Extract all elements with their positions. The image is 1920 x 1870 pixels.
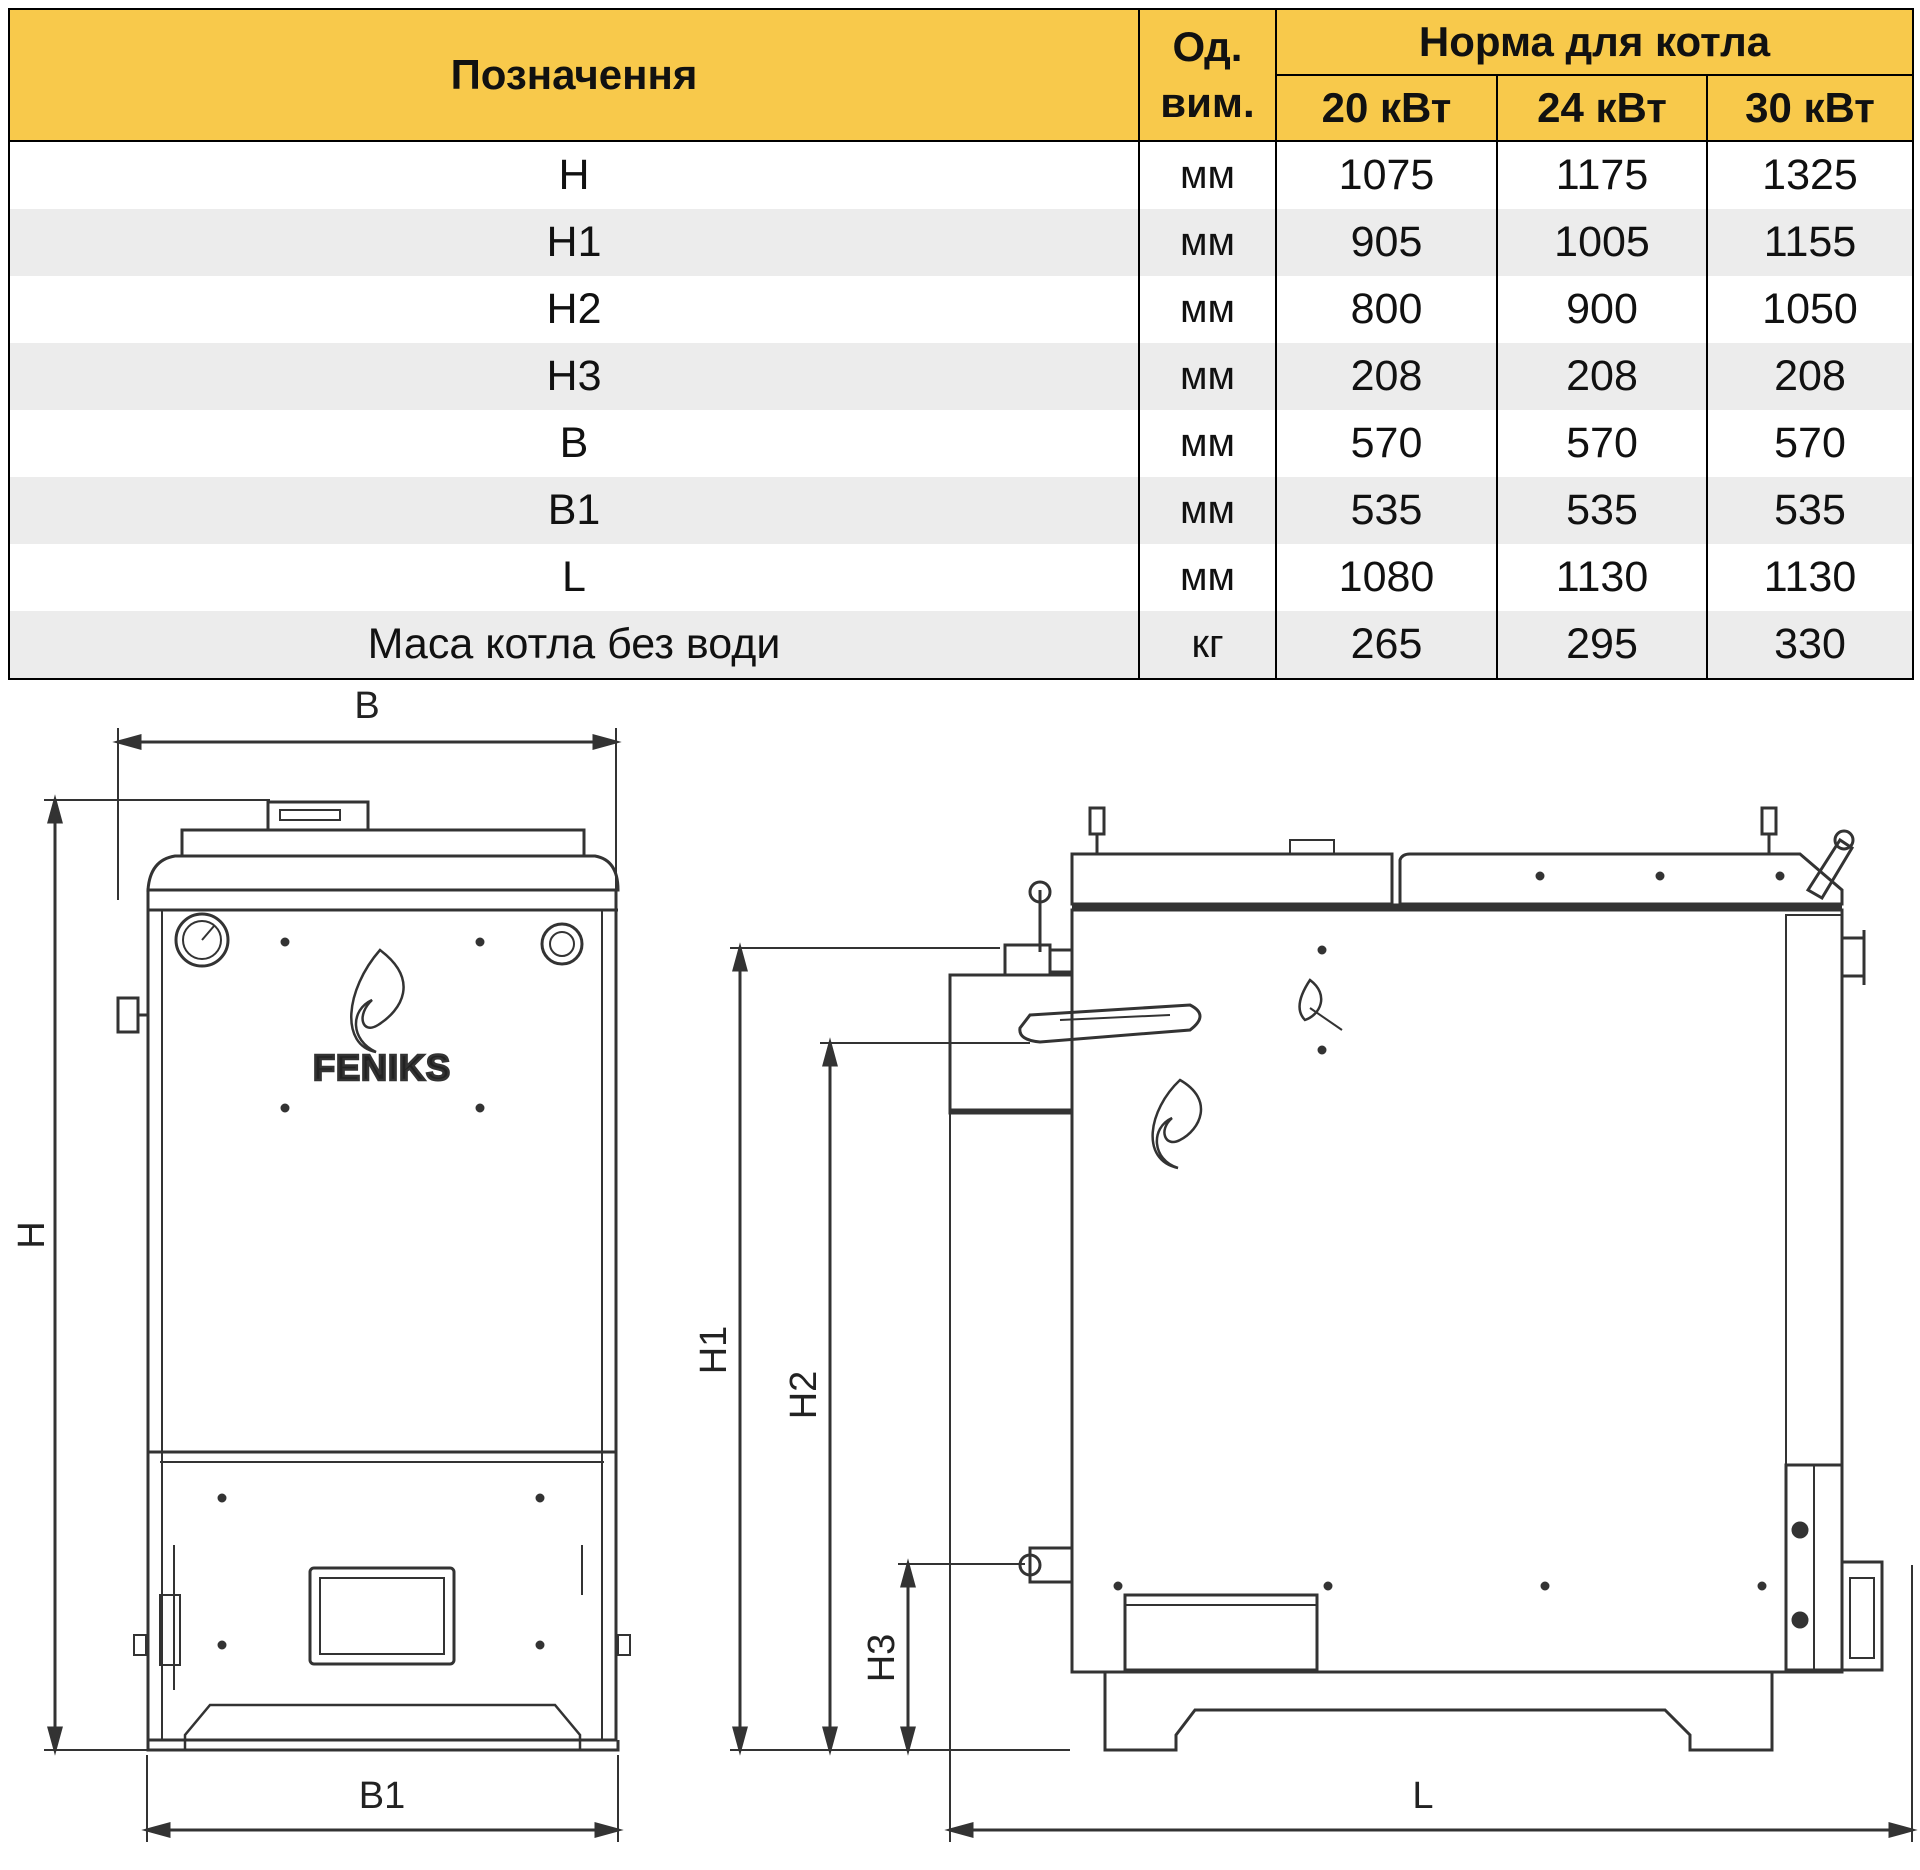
table-row (9, 611, 1913, 679)
row-value: 1175 (1497, 141, 1707, 209)
spec-table (8, 8, 1914, 680)
table-row (9, 544, 1913, 611)
row-name: H2 (9, 276, 1139, 343)
unit-header: Од. вим. (1139, 9, 1276, 141)
dim-label-b1: B1 (358, 1775, 406, 1817)
dim-label-h2: H2 (783, 1370, 825, 1420)
table-row (9, 410, 1913, 477)
table-row (9, 477, 1913, 544)
dim-label-h1: H1 (693, 1325, 735, 1375)
row-name: L (9, 544, 1139, 611)
row-value: 1325 (1707, 141, 1913, 209)
row-value: 535 (1707, 477, 1913, 544)
row-value: 1005 (1497, 209, 1707, 276)
row-unit: мм (1139, 209, 1276, 276)
row-value: 535 (1276, 477, 1497, 544)
row-value: 905 (1276, 209, 1497, 276)
row-value: 535 (1497, 477, 1707, 544)
row-value: 570 (1497, 410, 1707, 477)
row-value: 208 (1497, 343, 1707, 410)
model-20kw-header: 20 кВт (1276, 75, 1497, 141)
table-row (9, 209, 1913, 276)
side-view (730, 808, 1912, 1842)
row-value: 1075 (1276, 141, 1497, 209)
row-value: 208 (1276, 343, 1497, 410)
row-unit: мм (1139, 477, 1276, 544)
dim-label-h3: H3 (861, 1633, 903, 1683)
norm-header: Норма для котла (1276, 9, 1913, 75)
row-value: 1130 (1497, 544, 1707, 611)
dim-label-b: B (354, 690, 380, 727)
designation-header: Позначення (9, 9, 1139, 141)
row-value: 800 (1276, 276, 1497, 343)
row-value: 1050 (1707, 276, 1913, 343)
table-row (9, 343, 1913, 410)
model-30kw-header: 30 кВт (1707, 75, 1913, 141)
row-value: 295 (1497, 611, 1707, 679)
front-view (44, 728, 630, 1842)
row-value: 1155 (1707, 209, 1913, 276)
row-value: 1080 (1276, 544, 1497, 611)
row-value: 570 (1707, 410, 1913, 477)
row-unit: мм (1139, 276, 1276, 343)
row-unit: мм (1139, 544, 1276, 611)
row-name: H3 (9, 343, 1139, 410)
row-name: B (9, 410, 1139, 477)
dim-label-h: H (11, 1221, 53, 1249)
row-value: 208 (1707, 343, 1913, 410)
boiler-drawing (0, 690, 1920, 1870)
row-name: Маса котла без води (9, 611, 1139, 679)
row-value: 900 (1497, 276, 1707, 343)
row-value: 1130 (1707, 544, 1913, 611)
row-name: H (9, 141, 1139, 209)
table-row (9, 141, 1913, 209)
row-name: B1 (9, 477, 1139, 544)
row-unit: мм (1139, 410, 1276, 477)
table-row (9, 276, 1913, 343)
row-unit: мм (1139, 343, 1276, 410)
model-24kw-header: 24 кВт (1497, 75, 1707, 141)
row-value: 330 (1707, 611, 1913, 679)
row-value: 570 (1276, 410, 1497, 477)
row-name: H1 (9, 209, 1139, 276)
row-value: 265 (1276, 611, 1497, 679)
row-unit: кг (1139, 611, 1276, 679)
brand-label: FENIKS (312, 1047, 452, 1088)
dim-label-l: L (1412, 1775, 1434, 1817)
row-unit: мм (1139, 141, 1276, 209)
